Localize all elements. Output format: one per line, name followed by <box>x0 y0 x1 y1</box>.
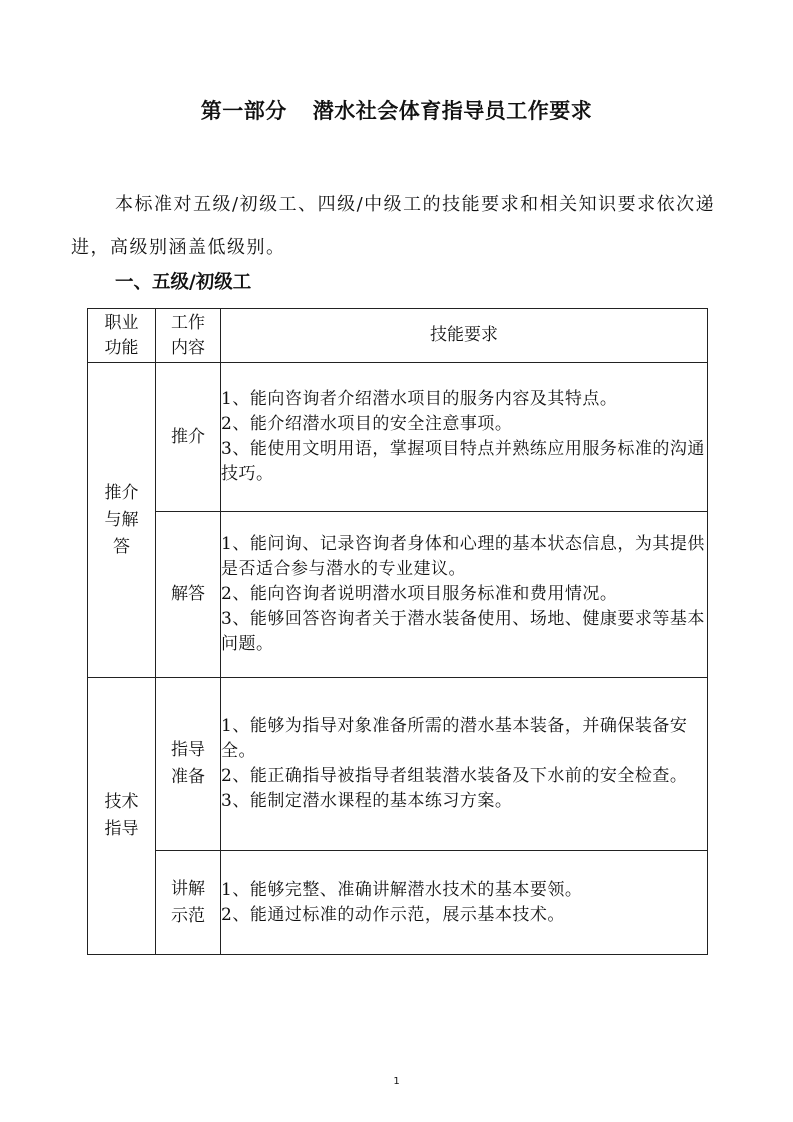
title-name: 潜水社会体育指导员工作要求 <box>312 99 593 123</box>
req-item: 3、能制定潜水课程的基本练习方案。 <box>221 791 513 811</box>
content-cell: 指导 准备 <box>156 678 221 851</box>
page-number: 1 <box>393 1076 400 1087</box>
table-row <box>88 851 708 955</box>
func-cell: 推介 与解 答 <box>88 363 156 678</box>
title-part: 第一部分 <box>200 99 287 123</box>
req-item: 3、能够回答咨询者关于潜水装备使用、场地、健康要求等基本问题。 <box>221 609 705 654</box>
req-item: 1、能向咨询者介绍潜水项目的服务内容及其特点。 <box>221 389 618 409</box>
req-cell <box>221 363 708 512</box>
req-cell <box>221 512 708 678</box>
table-row <box>88 363 708 512</box>
req-item: 2、能向咨询者说明潜水项目服务标准和费用情况。 <box>221 584 618 604</box>
page-title <box>0 95 793 125</box>
req-cell <box>221 851 708 955</box>
header-content: 工作 内容 <box>156 309 221 363</box>
table-row <box>88 512 708 678</box>
req-item: 2、能介绍潜水项目的安全注意事项。 <box>221 414 513 434</box>
header-func: 职业 功能 <box>88 309 156 363</box>
table-header-row <box>88 309 708 363</box>
content-cell: 解答 <box>156 512 221 678</box>
req-item: 3、能使用文明用语，掌握项目特点并熟练应用服务标准的沟通技巧。 <box>221 439 705 484</box>
section-heading: 一、五级/初级工 <box>115 272 252 293</box>
content-cell: 讲解 示范 <box>156 851 221 955</box>
req-item: 2、能通过标准的动作示范，展示基本技术。 <box>221 904 565 925</box>
table-row <box>88 678 708 851</box>
req-item: 1、能够为指导对象准备所需的潜水基本装备，并确保装备安全。 <box>221 716 688 761</box>
req-item: 2、能正确指导被指导者组装潜水装备及下水前的安全检查。 <box>221 766 688 786</box>
intro-paragraph: 本标准对五级/初级工、四级/中级工的技能要求和相关知识要求依次递进，高级别涵盖低级别。 <box>71 194 716 258</box>
skills-table <box>87 308 708 955</box>
req-item: 1、能问询、记录咨询者身体和心理的基本状态信息，为其提供是否适合参与潜水的专业建议。 <box>221 534 705 579</box>
content-cell: 推介 <box>156 363 221 512</box>
header-req: 技能要求 <box>221 309 708 363</box>
req-item: 1、能够完整、准确讲解潜水技术的基本要领。 <box>221 879 583 900</box>
func-cell: 技术 指导 <box>88 678 156 955</box>
req-cell <box>221 678 708 851</box>
